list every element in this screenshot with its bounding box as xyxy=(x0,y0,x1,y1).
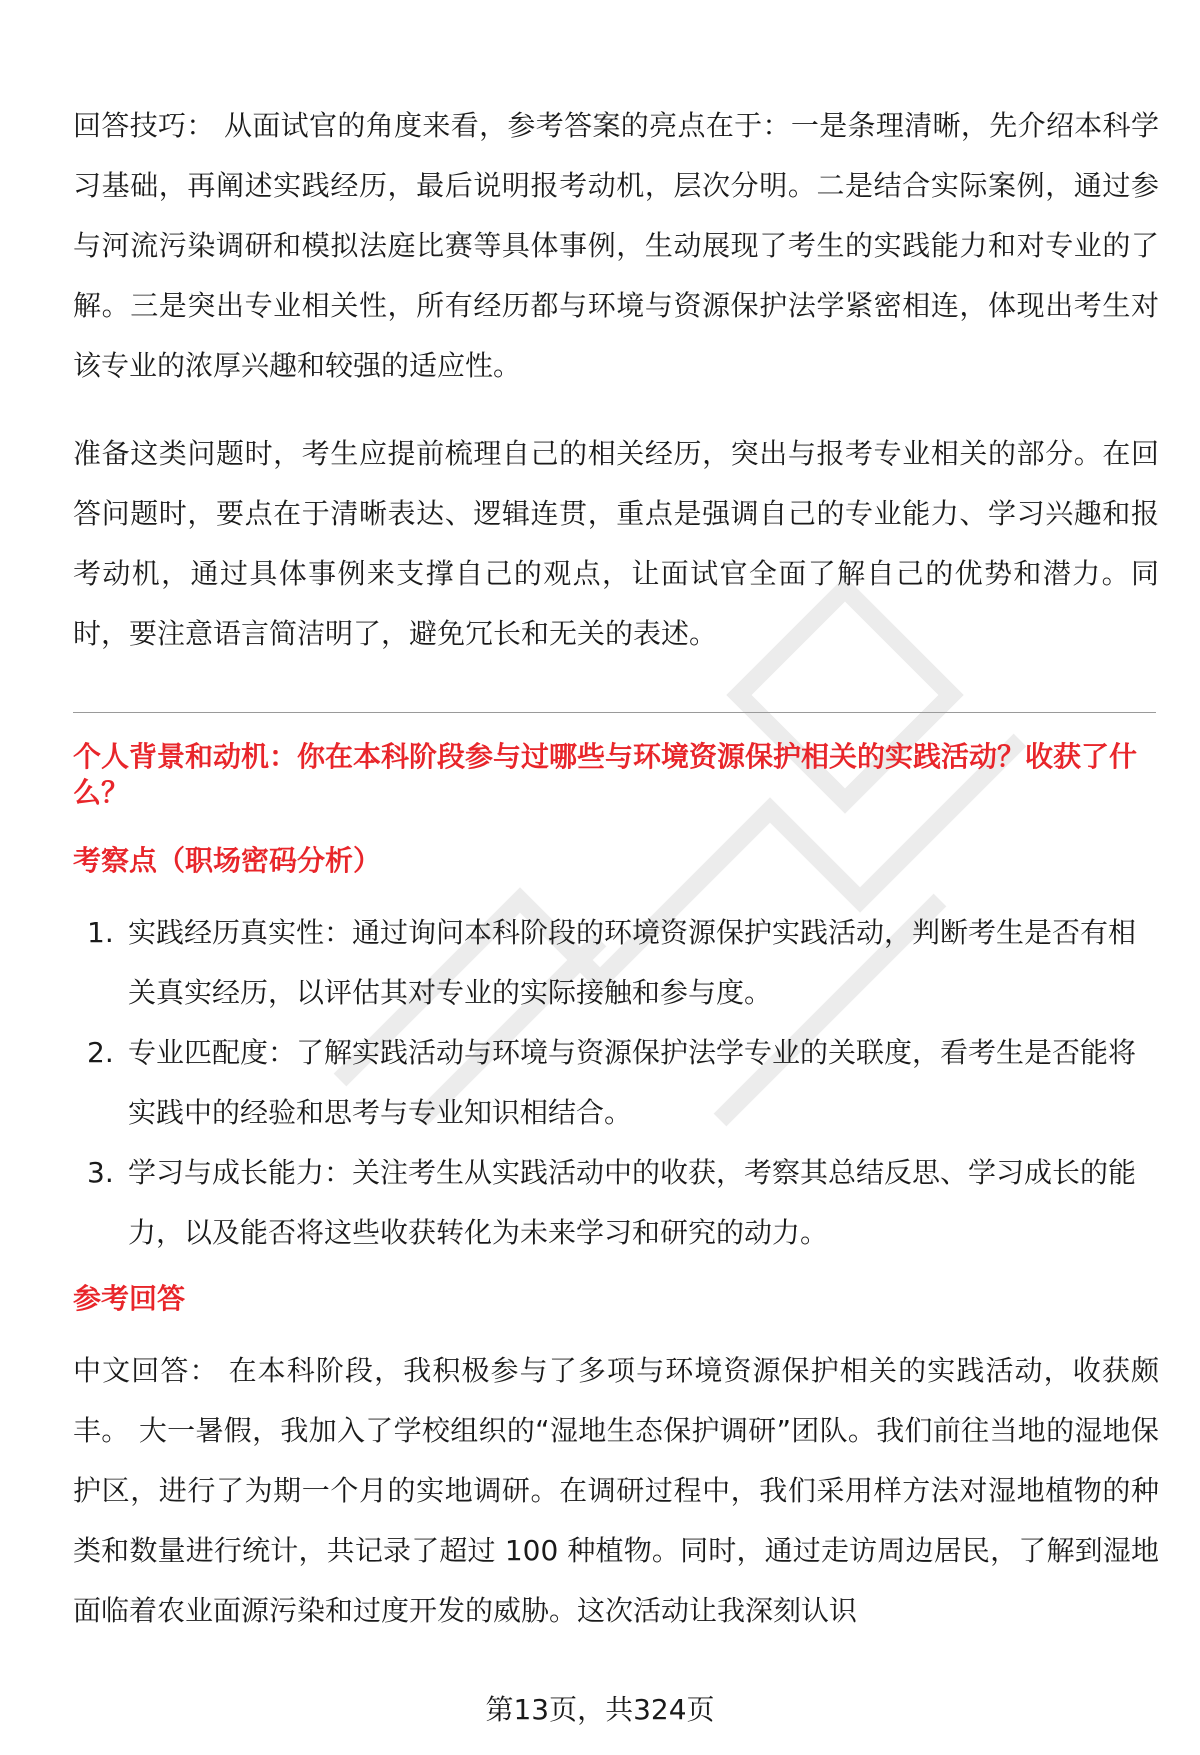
list-item-number: 2. xyxy=(87,1036,114,1069)
section-divider xyxy=(73,712,1156,713)
document-page xyxy=(73,96,1159,1641)
page-number: 第13页，共324页 xyxy=(485,1693,715,1726)
assessment-points-list xyxy=(73,903,1159,1263)
reference-answer-heading: 参考回答 xyxy=(73,1282,186,1315)
list-item-number: 3. xyxy=(87,1156,114,1189)
list-item-text: 学习与成长能力：关注考生从实践活动中的收获，考察其总结反思、学习成长的能力，以及能否将这些收获转化为未来学习和研究的动力。 xyxy=(128,1156,1137,1249)
assessment-points-heading: 考察点（职场密码分析） xyxy=(73,844,382,877)
question-title: 个人背景和动机：你在本科阶段参与过哪些与环境资源保护相关的实践活动？收获了什么？ xyxy=(73,740,1138,809)
list-item xyxy=(73,1023,1159,1143)
list-item-text: 实践经历真实性：通过询问本科阶段的环境资源保护实践活动，判断考生是否有相关真实经历，以评估其对专业的实际接触和参与度。 xyxy=(128,916,1137,1009)
list-item xyxy=(73,1143,1159,1263)
reference-answer-paragraph: 中文回答： 在本科阶段，我积极参与了多项与环境资源保护相关的实践活动，收获颇丰。 大一暑假，我加入了学校组织的“湿地生态保护调研”团队。我们前往当地的湿地保护区，进行了为期一个月的实地调研。在调研过程中，我们采用样方法对湿地植物的种类和数量进行统计，共记录了超过 100 种植物。同时，通过走访周边居民，了解到湿地面临着农业面源污染和过度开发的威胁。这次活动让我深刻认识 xyxy=(73,1354,1159,1627)
list-item xyxy=(73,903,1159,1023)
list-item-text: 专业匹配度：了解实践活动与环境与资源保护法学专业的关联度，看考生是否能将实践中的经验和思考与专业知识相结合。 xyxy=(128,1036,1137,1129)
preparation-paragraph: 准备这类问题时，考生应提前梳理自己的相关经历，突出与报考专业相关的部分。在回答问题时，要点在于清晰表达、逻辑连贯，重点是强调自己的专业能力、学习兴趣和报考动机，通过具体事例来支撑自己的观点，让面试官全面了解自己的优势和潜力。同时，要注意语言简洁明了，避免冗长和无关的表述。 xyxy=(73,437,1159,650)
list-item-number: 1. xyxy=(87,916,114,949)
answer-tips-paragraph: 回答技巧： 从面试官的角度来看，参考答案的亮点在于：一是条理清晰，先介绍本科学习基础，再阐述实践经历，最后说明报考动机，层次分明。二是结合实际案例，通过参与河流污染调研和模拟法庭比赛等具体事例，生动展现了考生的实践能力和对专业的了解。三是突出专业相关性，所有经历都与环境与资源保护法学紧密相连，体现出考生对该专业的浓厚兴趣和较强的适应性。 xyxy=(73,109,1159,382)
